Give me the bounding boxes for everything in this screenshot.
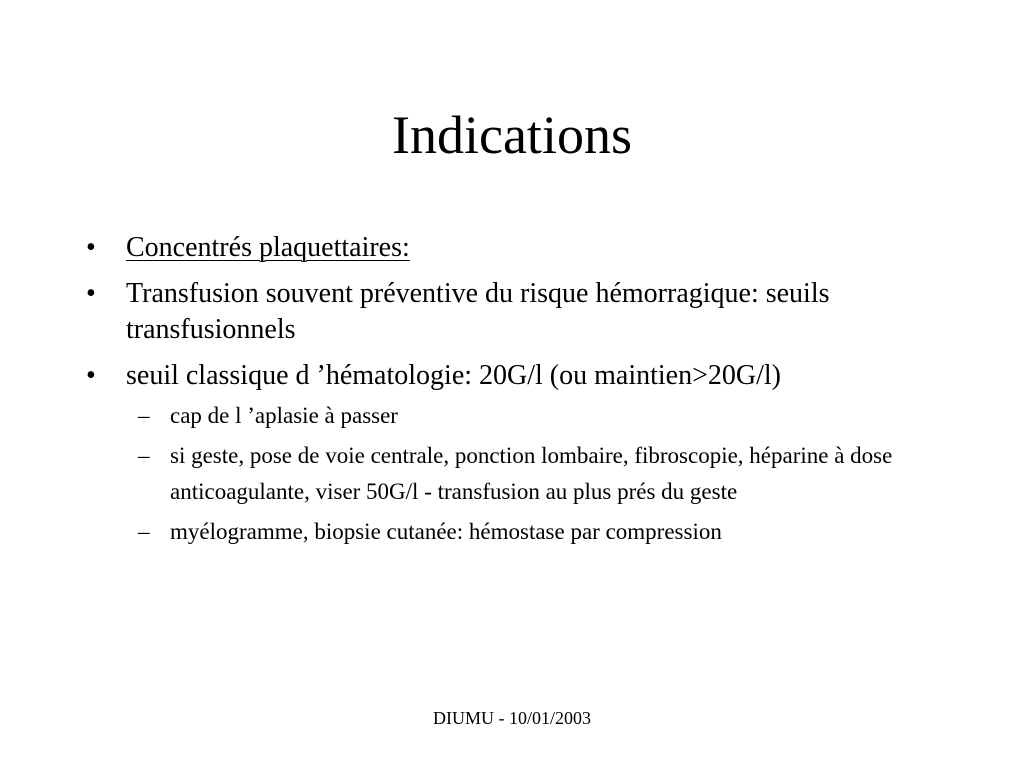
bullet-item	[84, 230, 964, 266]
bullet-marker: •	[86, 278, 96, 309]
sub-bullet-item	[80, 398, 960, 434]
sub-bullet-text: si geste, pose de voie centrale, ponction lombaire, fibroscopie, héparine à dose anticoagulante, viser 50G/l - transfusion au plus prés du geste	[170, 443, 893, 504]
sub-bullet-text: myélogramme, biopsie cutanée: hémostase par compression	[170, 519, 722, 544]
sub-bullet-item	[80, 514, 960, 550]
bullet-text-heading: Concentrés plaquettaires:	[126, 232, 410, 263]
bullet-item	[84, 276, 964, 348]
sub-bullet-text: cap de l ’aplasie à passer	[170, 403, 398, 428]
slide-title: Indications	[392, 105, 632, 165]
sub-bullet-marker: –	[138, 403, 150, 428]
sub-bullet-group	[84, 404, 964, 556]
bullet-text: seuil classique d ’hématologie: 20G/l (ou maintien>20G/l)	[126, 360, 781, 391]
sub-bullet-item	[80, 438, 960, 510]
sub-bullet-list	[80, 398, 960, 550]
bullet-marker: •	[86, 360, 96, 391]
sub-bullet-marker: –	[138, 519, 150, 544]
bullet-marker: •	[86, 232, 96, 263]
bullet-list	[84, 230, 964, 560]
sub-bullet-marker: –	[138, 443, 150, 468]
bullet-item	[84, 358, 964, 394]
bullet-text: Transfusion souvent préventive du risque hémorragique: seuils transfusionnels	[126, 278, 830, 345]
slide-footer: DIUMU - 10/01/2003	[433, 708, 591, 728]
